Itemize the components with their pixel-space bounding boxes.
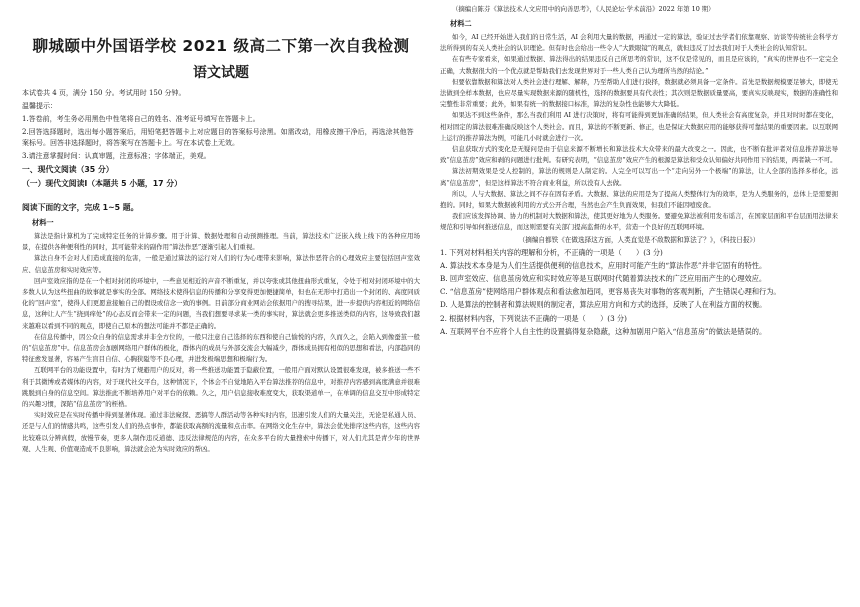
exam-intro: 本试卷共 4 页，满分 150 分。考试用时 150 分钟。	[22, 89, 186, 97]
passage-paragraph: 算法自身不会对人们造成直接的危害，一般是通过算法的运行对人们的行为心理带来影响，算法作恶符合的心理效应主要包括回声室效应、信息茧房和实时效应等。	[22, 254, 420, 274]
answer-option: D. 人是算法的控制者和算法规则的制定者，算法应用方向和方式的选择，反映了人在利益方面的权衡。	[440, 300, 767, 310]
subsection-heading: （一）现代文阅读Ⅰ（本题共 5 小题，17 分）	[22, 179, 182, 188]
passage-paragraph: 如今，AI 已经开始进入我们的日常生活，AI 会利用大量的数据，再通过一定的算法，验证过去学者们依靠观察、访谈等传统社会科学方法所得到的有关人类社会的认识理论。但有时也会给出一些令人“大跌眼镜”的观点，就但违反了过去我们对于人类社会的认知常识。	[440, 33, 838, 53]
notice-title: 温馨提示：	[22, 102, 57, 110]
passage-paragraph: 算法是指计算机为了完成特定任务的计算步骤。用于计算、数据处理和自动预测推理。当前，算法技术广泛嵌入线上线下的各种应用场景，在提供各种便利性的同时，其可能带来的副作用“算法作恶”逐渐引起人们重视。	[22, 232, 420, 252]
passage-paragraph: 所以，人与大数据、算法之间不存在固有矛盾。大数据、算法的应用是为了提高人类整体行为的效率，是为人类服务的，总体上是需要拥抱的。同时，如果大数据被利用的方式公开合理，当然也会产生负面效果，但我们不能因噎废食。	[440, 189, 838, 210]
right-column	[440, 4, 838, 604]
passage-paragraph: 回声室效应指的是在一个相对封闭的环境中，一些意见相近的声音不断重复，并以夸张或其他扭曲形式重复，令处于相对封闭环境中的大多数人认为这些扭曲的故事就是事实的全部。网络技术使得信息的传播和分享变得更加便捷简单，但也在无形中打造出一个封闭的、高度同质化的“回声室”，使得人们更愿意接触自己的假设或信念一致的事例。目前部分商业网站会依据用户的搜寻结果，进一步提供内容相近的网络信息，这种让人产生“挠到痒处”的心态反而会带来一定的问题，当我们想要寻求某一类的事实时，算法就会更多推送类似的内容，这导致我们越来越难以看到不同的观点，即使自己原本的想法可能并不都是正确的。	[22, 276, 420, 330]
section-heading: 一、现代文阅读（35 分）	[22, 165, 114, 174]
notice-item: 1.答卷前，考生务必用黑色中性笔将自己的姓名、准考证号填写在答题卡上。	[22, 115, 260, 123]
material-label: 材料二	[450, 19, 472, 28]
passage-paragraph: 实时效应是在实时传播中得到显著体现。通过非法窥探、恶搞等人群活动等各种实时内容，迅速引发人们的大量关注，无论是私通人员、还是与人们的情感共鸣，这些引发人们的热点事件，都能获取高额的流量和点击率。在网络文化生存中，算法会优先排序这些内容，这些内容比较难以分辨真假，放慢节奏，更多人制作违反道德、违反法律规范的内容，在众多平台的大量搜索中传播下，对人们尤其是青少年的世界观、人生观、价值观造成不良影响，算法就会沦为实时效应的帮凶。	[22, 411, 420, 453]
answer-option: A. 算法技术本身是为人们生活提供便利的信息技术，应用时可能产生的“算法作恶”并非它固有的特性。	[440, 260, 767, 270]
answer-option: B. 回声室效应、信息茧房效应和实时效应等是互联网时代随着算法技术的广泛应用而产生的心理效应。	[440, 274, 767, 284]
question-stem: 1. 下列对材料相关内容的理解和分析，不正确的一项是（ ）(3 分)	[440, 247, 663, 257]
exam-title: 聊城颐中外国语学校 2021 级高二下第一次自我检测	[32, 37, 410, 55]
exam-subtitle: 语文试题	[193, 65, 249, 81]
notice-item: 2.回答选择题时，选出每小题答案后，用铅笔把答题卡上对应题目的答案标号涂黑。如需改动，用橡皮擦干净后，再选涂其他答案标号。回答非选择题时，将答案写在答题卡上。写在本试卷上无效。	[22, 128, 414, 147]
passage-paragraph: 如果达不到这些条件，那么当我们利用 AI 进行决策时，将有可能得到更加准确的结果，但人类社会有高度复杂，并且对时时都在变化，相对固定的算法很难准确反映这个人类社会。而且，算法的不断更新、修正，也是保证大数据应用的能够获得可靠结果的重要因素。以互联网上运行的推荐算法为例，可能几小时就会进行一次。	[440, 111, 838, 142]
notice-item: 3.请注意掌握时间：认真审题，注意标准；字体端正，美观。	[22, 152, 211, 160]
passage-paragraph: 算法初期效果是受人控制的，算法的规则是人制定的。人完全可以写出一个“走向另外一个极端”的算法，让人全部的选择多样化，远离“信息茧房”，但是这样算法不符合商业利益，所以没有人去做。	[440, 167, 838, 187]
passage-paragraph: 我们应该发挥协调、协力的机制对大数据和算法，使其更好地为人类服务。要避免算法被利用发布谣言，在国家层面和平台层面用法律来规范和引导如何推送信息，而这则需要有关部门提高监督的水平，营造一个良好的互联网环境。	[440, 212, 838, 232]
passage-paragraph: 互联网平台的功能设置中，有时为了规避用户的反对，将一些推送功能置于隐蔽位置，一般用户面对默认设置很难发现，被多推送一些不利于其微博或者媒体的内容，对于现代社交平台，这种情况下，个体会不自觉地陷入平台算法推荐的信息中，对推荐内容感到高度满意并很难跳脱到自身的信息空间。算法推此不断培养用户对平台的依赖。久之，用户信息接收难度变大，获取渠道单一，在单调的信息交互中形成特定的兴趣习惯，深陷“信息茧房”的桎梏。	[22, 366, 420, 409]
passage-paragraph: 但要依靠数据和算法对人类社会进行理解、解释，乃至帮助人们进行抉择，数据就必须具备一定条件。首先是数据规模要足够大，即使无法做到全样本数据，也应尽量实现数据来源的随机性，选择的数据要具有代表性；其次则是数据质量要高，要真实反映现实，数据的准确性和完整性非常重要；此外，如果有统一的数据接口标准，算法的复杂性也能够大大降低。	[440, 77, 838, 109]
answer-option: C. “信息茧房”使网络用户群体观点和看法愈加趋同，更容易丧失对事物的客观判断，产生错误心理和行为。	[440, 287, 781, 297]
passage-paragraph: 信息获取方式的变化是无疑问是由于信息来源不断增长和算法技术大众带来的最大改变之一。因此，也不断有批评者对信息推荐算法导致“信息茧房”效应和剥的问题进行批判。有研究表明，“信息茧房”效应产生的根源是算法和受众认知偏好共同作用下的结果，两者缺一不可。	[440, 145, 838, 165]
left-column	[22, 4, 420, 604]
source-citation: （摘编自陈芬《算法技术人文应用中的向善思考》，《人民论坛·学术前沿》2022 年第 10 期）	[452, 5, 715, 13]
reading-instruction: 阅读下面的文字，完成 1~5 题。	[22, 203, 139, 212]
answer-option: A. 互联网平台不应将个人自主性的设置搞得复杂隐蔽，这种加剧用户陷入“信息茧房”的做法是错误的。	[440, 326, 767, 336]
passage-paragraph: 在有些专家看来，如果通过数据、算法得出的结果违反自己所思考的常识，这不仅是常见的，而且是应该的，“真实的世界也不一定完全正确，大数据很大的一个优点就是帮助我们去发现世界对于一些人类自己认为理所当然的结论。”	[440, 55, 838, 75]
material-label: 材料一	[32, 218, 54, 227]
question-stem: 2. 根据材料内容，下列说法不正确的一项是（ ）(3 分)	[440, 313, 627, 323]
passage-paragraph: 在信息传播中，因公众自身的信息需求并非全方位的，一般只注意自己选择的东西和使自己愉悦的内容，久而久之，会陷入到像蚕茧一般的“信息茧房”中。信息茧房会加剧网络用户群体的极化，群体内的成员与外部交流会大幅减少，群体成员拥有相似的思想和看法，内部趋同的特征愈发显著，容易产生盲目自信、心胸狭隘等不良心理，并进发极端思想和极端行为。	[22, 332, 420, 364]
source-citation: （摘编自都铁《在做选择这方面，人类直觉是不敌数据和算法了？》，《科技日报》）	[518, 235, 760, 244]
